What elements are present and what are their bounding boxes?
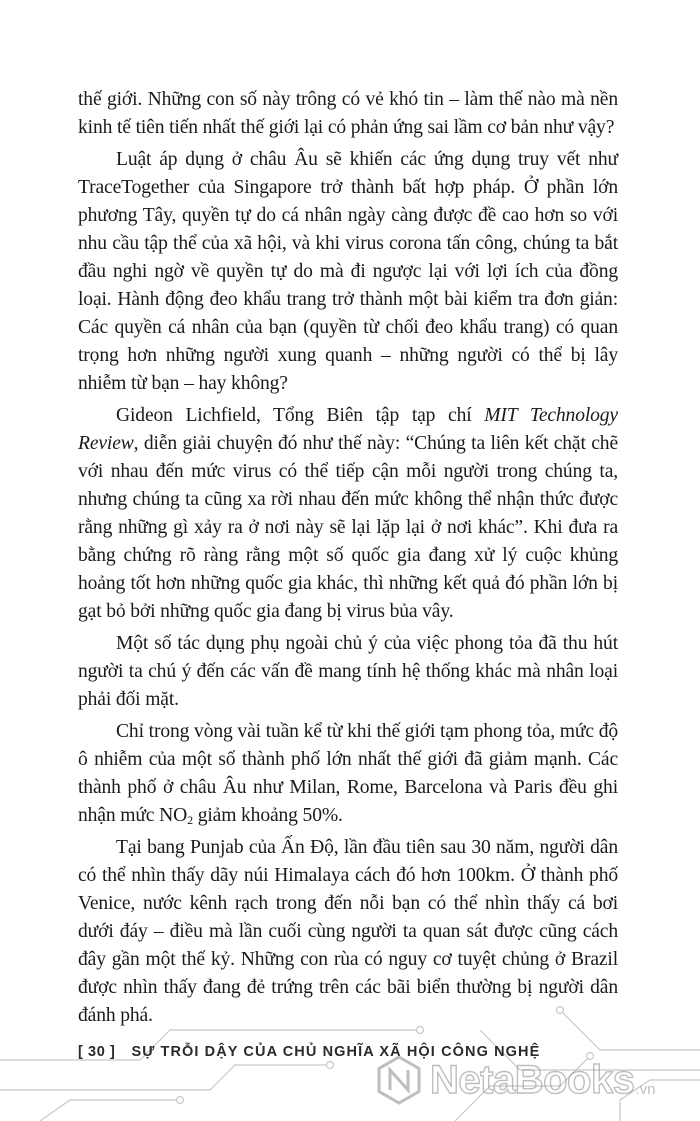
paragraph-2: Luật áp dụng ở châu Âu sẽ khiến các ứng dụng truy vết như TraceTogether của Singapore trở thành bất hợp pháp. Ở phần lớn phương Tây, quyền tự do cá nhân ngày càng được đề cao hơn so với nhu cầu tập thể của xã hội, và khi virus corona tấn công, chúng ta bắt đầu nghi ngờ về quyền tự do mà đi ngược lại với lợi ích của đồng loại. Hành động đeo khẩu trang trở thành một bài kiểm tra đơn giản: Các quyền cá nhân của bạn (quyền từ chối đeo khẩu trang) có quan trọng hơn những người xung quanh – những người có thể bị lây nhiễm từ bạn – hay không? — [78, 149, 618, 394]
paragraph-1: thế giới. Những con số này trông có vẻ khó tin – làm thế nào mà nền kinh tế tiên tiến nhất thế giới lại có phản ứng sai lầm cơ bản như vậy? — [78, 89, 618, 138]
page-number: [ 30 ] — [78, 1044, 116, 1060]
paragraph-4: Một số tác dụng phụ ngoài chủ ý của việc phong tỏa đã thu hút người ta chú ý đến các vấn đề mang tính hệ thống khác mà nhân loại phải đối mặt. — [78, 633, 618, 710]
paragraph-5 — [78, 718, 618, 830]
netabooks-watermark — [372, 1050, 655, 1110]
subscript: 2 — [187, 813, 193, 827]
paragraph-6: Tại bang Punjab của Ấn Độ, lần đầu tiên sau 30 năm, người dân có thể nhìn thấy dãy núi Himalaya cách đó hơn 100km. Ở thành phố Venice, nước kênh rạch trong đến nỗi bạn có thể nhìn thấy cá bơi dưới đáy – điều mà lần cuối cùng người ta quan sát được cũng cách đây gần một thế kỷ. Những con rùa có nguy cơ tuyệt chủng ở Brazil được nhìn thấy đang đẻ trứng trên các bãi biển thường bị người dân đánh phá. — [78, 837, 618, 1026]
running-title: SỰ TRỖI DẬY CỦA CHỦ NGHĨA XÃ HỘI CÔNG NGHỆ — [131, 1044, 541, 1060]
paragraph-5-text-after: giảm khoảng 50%. — [192, 805, 343, 826]
netabooks-logo-icon — [372, 1053, 426, 1107]
paragraph-3-text-after: , diễn giải chuyện đó như thế này: “Chúng ta liên kết chặt chẽ với nhau đến mức virus có thể tiếp cận mỗi người trong chúng ta, nhưng chúng ta cũng xa rời nhau đến mức không thể nhận thức được rằng những gì xảy ra ở nơi này sẽ lại lặp lại ở nơi khác”. Khi đưa ra bằng chứng rõ ràng rằng một số quốc gia đang xử lý cuộc khủng hoảng tốt hơn những quốc gia khác, thì những kết quả đó phần lớn bị gạt bỏ bởi những quốc gia đang bị virus bủa vây. — [78, 433, 618, 622]
watermark-tld: .vn — [635, 1081, 656, 1098]
page-body — [78, 86, 618, 1030]
watermark-brand: NetaBooks — [430, 1057, 635, 1102]
paragraph-3 — [78, 402, 618, 626]
paragraph-3-text-before: Gideon Lichfield, Tổng Biên tập tạp chí — [116, 405, 485, 426]
paragraph-5-text-before: Chỉ trong vòng vài tuần kể từ khi thế giới tạm phong tỏa, mức độ ô nhiễm của một số thành phố lớn nhất thế giới đã giảm mạnh. Các thành phố ở châu Âu như Milan, Rome, Barcelona và Paris đều ghi nhận mức NO — [78, 721, 618, 826]
magazine-title: MIT Technology Review — [78, 405, 618, 454]
